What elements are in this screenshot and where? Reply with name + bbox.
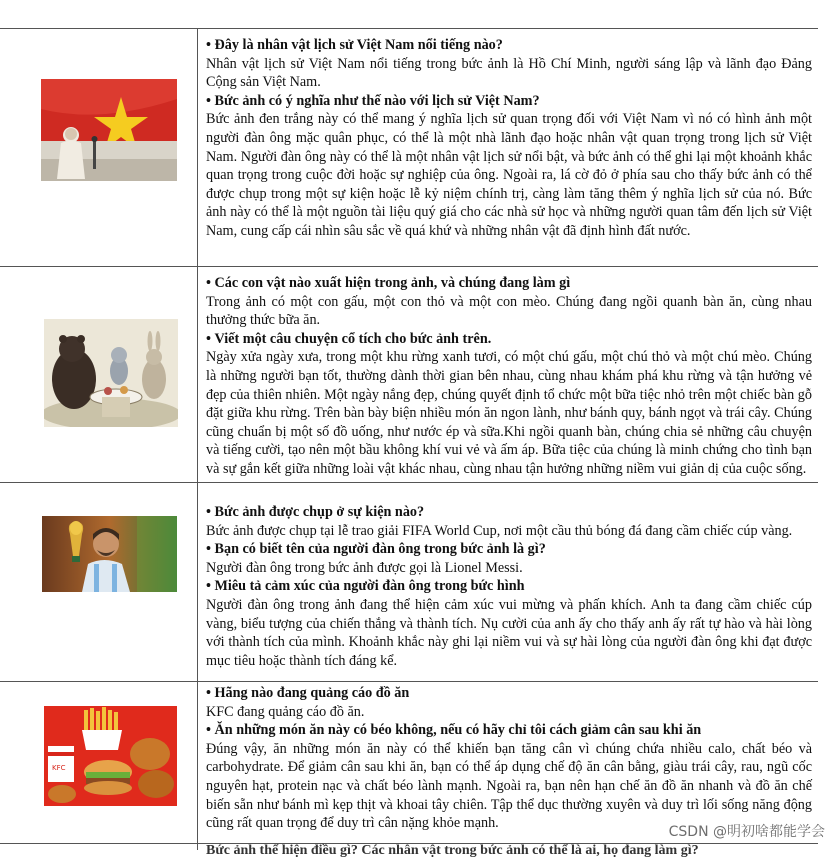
answer: Người đàn ông trong bức ảnh được gọi là Lionel Messi. [206,559,523,576]
text-cell [206,36,812,241]
answer: Bức ảnh đen trắng này có thể mang ý nghĩa lịch sử quan trọng đối với Việt Nam vì nó có hình ảnh một người đàn ông mặc quân phục, có thể là một nhà lãnh đạo hoặc nhân vật quan trọng trong lịch sử Việt Nam. Người đàn ông này có thể là một nhân vật lịch sử nổi bật, và bức ảnh có thể ghi lại một khoảnh khắc quan trọng trong cuộc đời hoặc sự nghiệp của ông. Ngoài ra, lá cờ đỏ ở phía sau cho thấy bức ảnh có thể được chụp trong một sự kiện hoặc lễ kỷ niệm chính trị, càng làm tăng thêm ý nghĩa lịch sử của nó. Bức ảnh này có thể là một nguồn tài liệu quý giá cho các nhà sử học và những người quan tâm đến lịch sử Việt Nam, cung cấp cái nhìn sâu sắc về quá khứ và những nhân vật đã định hình đất nước. [206,111,812,239]
question: • Các con vật nào xuất hiện trong ảnh, và chúng đang làm gì [206,274,812,293]
answer: Bức ảnh được chụp tại lễ trao giải FIFA World Cup, nơi một cầu thủ bóng đá đang cầm chiếc cúp vàng. [206,522,793,539]
text-cell [206,274,812,479]
answer: Trong ảnh có một con gấu, một con thỏ và một con mèo. Chúng đang ngồi quanh bàn ăn, cùng nhau thưởng thức bữa ăn. [206,293,812,329]
answer: KFC đang quảng cáo đồ ăn. [206,703,365,720]
question: • Ăn những món ăn này có béo không, nếu có hãy chỉ tôi cách giảm cân sau khi ăn [206,721,812,740]
table-row [0,266,818,483]
question: • Miêu tả cảm xúc của người đàn ông trong bức hình [206,577,812,596]
messi-world-cup-photo [42,516,177,592]
image-cell [0,844,198,850]
table-row [0,482,818,682]
image-cell [0,29,198,267]
table-row [0,681,818,844]
image-cell [0,682,198,844]
question: • Viết một câu chuyện cổ tích cho bức ảnh trên. [206,330,812,349]
table-row [0,28,818,267]
kfc-food-ad [44,706,177,806]
question: • Đây là nhân vật lịch sử Việt Nam nổi tiếng nào? [206,36,812,55]
bear-rabbit-cat-picnic-illustration [44,319,178,427]
image-cell [0,483,198,682]
question: • Bạn có biết tên của người đàn ông trong bức ảnh là gì? [206,540,812,559]
question: • Bức ảnh có ý nghĩa như thế nào với lịch sử Việt Nam? [206,92,812,111]
text-cell [206,684,812,833]
question: • Bức ảnh được chụp ở sự kiện nào? [206,503,812,522]
answer: Nhân vật lịch sử Việt Nam nổi tiếng trong bức ảnh là Hồ Chí Minh, người sáng lập và lãnh đạo Đảng Cộng sản Việt Nam. [206,55,812,91]
ho-chi-minh-flag-photo [41,79,177,181]
answer: Người đàn ông trong ảnh đang thể hiện cảm xúc vui mừng và phấn khích. Anh ta đang cầm chiếc cúp vàng, biểu tượng của chiến thắng và thành tích. Nụ cười của anh ấy cho thấy anh ấy rất tự hào và hài lòng với thành tích của mình. Khoảnh khắc này ghi lại niềm vui và sự hài lòng của người đàn ông khi đạt được mục tiêu hoặc thành tích đáng kể. [206,596,812,669]
kfc-logo-text: KFC [52,764,66,772]
image-cell [0,267,198,483]
text-cell [206,503,812,670]
cut-off-question: Bức ảnh thể hiện điều gì? Các nhân vật trong bức ảnh có thể là ai, họ đang làm gì? [206,843,699,858]
answer: Ngày xửa ngày xưa, trong một khu rừng xanh tươi, có một chú gấu, một chú thỏ và một chú mèo. Chúng là những người bạn tốt, thường dành thời gian bên nhau, cùng nhau khám phá khu rừng và tận hưởng vẻ đẹp của thiên nhiên. Một ngày nắng đẹp, chúng quyết định tổ chức một bữa tiệc nhỏ trên một chiếc bàn gỗ đặt giữa khu rừng. Trên bàn bày biện nhiều món ăn ngon lành, như bánh quy, bánh ngọt và trái cây. Chúng cũng chuẩn bị một số đồ uống, như nước ép và sữa.Khi ngồi quanh bàn, chúng chia sẻ những câu chuyện và tiếng cười, tạo nên một bầu không khí vui vẻ và ấm áp. Bữa tiệc của chúng là minh chứng cho tình bạn và sự gắn kết giữa những loài vật khác nhau, cùng nhau tận hưởng những niềm vui giản dị của cuộc sống. [206,349,812,477]
answer: Đúng vậy, ăn những món ăn này có thể khiến bạn tăng cân vì chúng chứa nhiều calo, chất béo và carbohydrate. Để giảm cân sau khi ăn, bạn có thể áp dụng chế độ ăn cân bằng, giàu trái cây, rau, ngũ cốc nguyên hạt, protein nạc và chất béo lành mạnh. Ngoài ra, bạn nên hạn chế ăn đồ ăn nhanh và đồ ăn chế biến sẵn như bánh mì kẹp thịt và khoai tây chiên. Tập thể dục thường xuyên và duy trì lối sống năng động cũng rất quan trọng để duy trì cân nặng khỏe mạnh. [206,740,812,832]
watermark: CSDN @明初啥都能学会 [668,824,825,840]
question: • Hãng nào đang quảng cáo đồ ăn [206,684,812,703]
